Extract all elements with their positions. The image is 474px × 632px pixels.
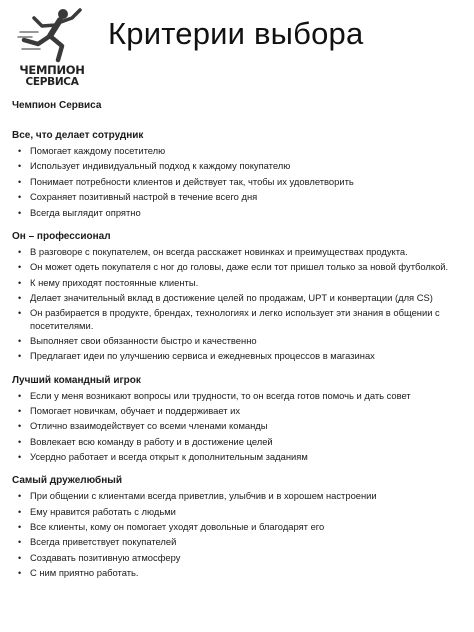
bullet-list — [12, 246, 468, 363]
list-item: • Если у меня возникают вопросы или трудности, то он всегда готов помочь и дать совет — [12, 390, 468, 402]
list-item: • Все клиенты, кому он помогает уходят довольные и благодарят его — [12, 521, 468, 533]
list-item: • В разговоре с покупателем, он всегда расскажет новинках и преимуществах продукта. — [12, 246, 468, 258]
bullet-list — [12, 145, 468, 219]
section-professional — [12, 231, 468, 363]
champion-logo — [10, 6, 94, 94]
list-item: • При общении с клиентами всегда приветлив, улыбчив и в хорошем настроении — [12, 490, 468, 502]
list-item: • Помогает новичкам, обучает и поддерживает их — [12, 405, 468, 417]
list-item: • Усердно работает и всегда открыт к дополнительным заданиям — [12, 451, 468, 463]
list-item: • Всегда приветствует покупателей — [12, 536, 468, 548]
list-item: • С ним приятно работать. — [12, 567, 468, 579]
list-item: • Всегда выглядит опрятно — [12, 207, 468, 219]
bullet-list — [12, 490, 468, 579]
list-item: • Делает значительный вклад в достижение целей по продажам, UPT и конвертации (для CS) — [12, 292, 468, 304]
list-item: • Понимает потребности клиентов и действует так, чтобы их удовлетворить — [12, 176, 468, 188]
section-title: Лучший командный игрок — [12, 374, 141, 386]
list-item: • Помогает каждому посетителю — [12, 145, 468, 157]
company-name: Чемпион Сервиса — [12, 100, 102, 111]
section-title: Все, что делает сотрудник — [12, 130, 144, 141]
section-friendly — [12, 475, 468, 579]
list-item: • Предлагает идеи по улучшению сервиса и ежедневных процессов в магазинах — [12, 350, 468, 362]
section-employee — [12, 130, 468, 219]
section-team-player — [12, 375, 468, 464]
list-item: • Он может одеть покупателя с ног до головы, даже если тот пришел только за новой футболкой. — [12, 261, 468, 273]
list-item: • Вовлекает всю команду в работу и в достижение целей — [12, 436, 468, 448]
list-item: • Создавать позитивную атмосферу — [12, 552, 468, 564]
section-title: Самый дружелюбный — [12, 475, 122, 487]
page-title: Критерии выбора — [108, 16, 364, 51]
bullet-list — [12, 390, 468, 464]
list-item: • Использует индивидуальный подход к каждому покупателю — [12, 160, 468, 172]
runner-icon — [16, 6, 86, 64]
document-body — [12, 100, 468, 591]
logo-text-line2: СЕРВИСА — [25, 76, 79, 88]
logo-text-line1: ЧЕМПИОН — [19, 63, 85, 77]
list-item: • Выполняет свои обязанности быстро и качественно — [12, 335, 468, 347]
list-item: • Ему нравится работать с людьми — [12, 506, 468, 518]
list-item: • Отлично взаимодействует со всеми членами команды — [12, 420, 468, 432]
section-title: Он – профессионал — [12, 230, 111, 242]
list-item: • К нему приходят постоянные клиенты. — [12, 277, 468, 289]
list-item: • Он разбирается в продукте, брендах, технологиях и легко использует эти знания в общении с посетителями. — [12, 307, 468, 331]
list-item: • Сохраняет позитивный настрой в течение всего дня — [12, 191, 468, 203]
